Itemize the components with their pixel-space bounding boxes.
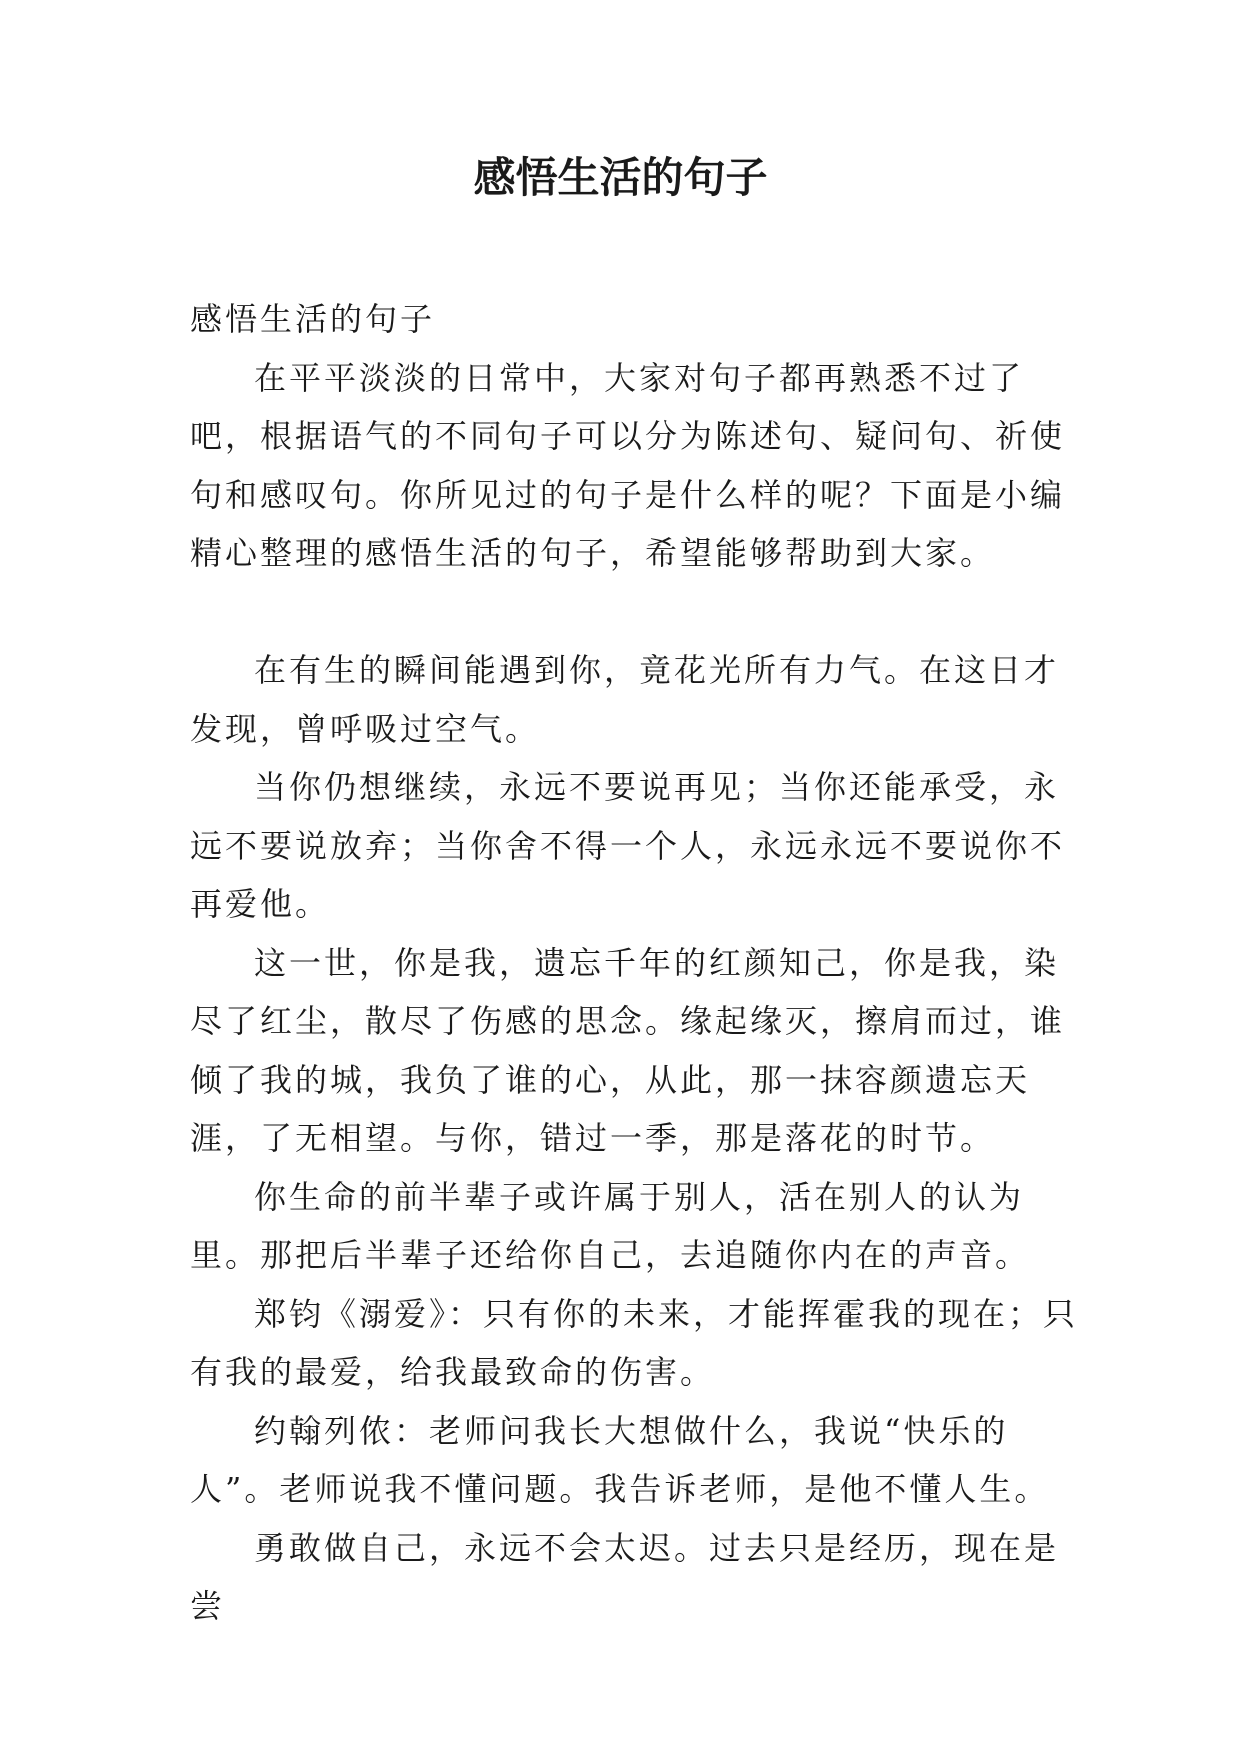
paragraph: 郑钧《溺爱》：只有你的未来，才能挥霍我的现在；只有我的最爱，给我最致命的伤害。: [190, 1294, 1079, 1391]
section-heading: 感悟生活的句子: [190, 300, 436, 338]
document-title: 感悟生活的句子: [473, 153, 768, 202]
paragraph: 这一世，你是我，遗忘千年的红颜知己，你是我，染尽了红尘，散尽了伤感的思念。缘起缘灭，擦肩而过，谁倾了我的城，我负了谁的心，从此，那一抹容颜遗忘天涯，了无相望。与你，错过一季，那是落花的时节。: [190, 943, 1066, 1157]
paragraph: 当你仍想继续，永远不要说再见；当你还能承受，永远不要说放弃；当你舍不得一个人，永远永远不要说你不再爱他。: [190, 768, 1066, 923]
blank-line: [190, 583, 1080, 642]
intro-paragraph: 在平平淡淡的日常中，大家对句子都再熟悉不过了吧，根据语气的不同句子可以分为陈述句、疑问句、祈使句和感叹句。你所见过的句子是什么样的呢？下面是小编精心整理的感悟生活的句子，希望能够帮助到大家。: [190, 358, 1066, 572]
paragraph: 勇敢做自己，永远不会太迟。过去只是经历，现在是尝: [190, 1528, 1060, 1625]
paragraph: 你生命的前半辈子或许属于别人，活在别人的认为里。那把后半辈子还给你自己，去追随你内在的声音。: [190, 1177, 1031, 1274]
document-body: [190, 290, 1080, 1636]
paragraph: 在有生的瞬间能遇到你，竟花光所有力气。在这日才发现，曾呼吸过空气。: [190, 651, 1060, 748]
paragraph: 约翰列侬：老师问我长大想做什么，我说“快乐的人”。老师说我不懂问题。我告诉老师，是他不懂人生。: [190, 1411, 1050, 1508]
